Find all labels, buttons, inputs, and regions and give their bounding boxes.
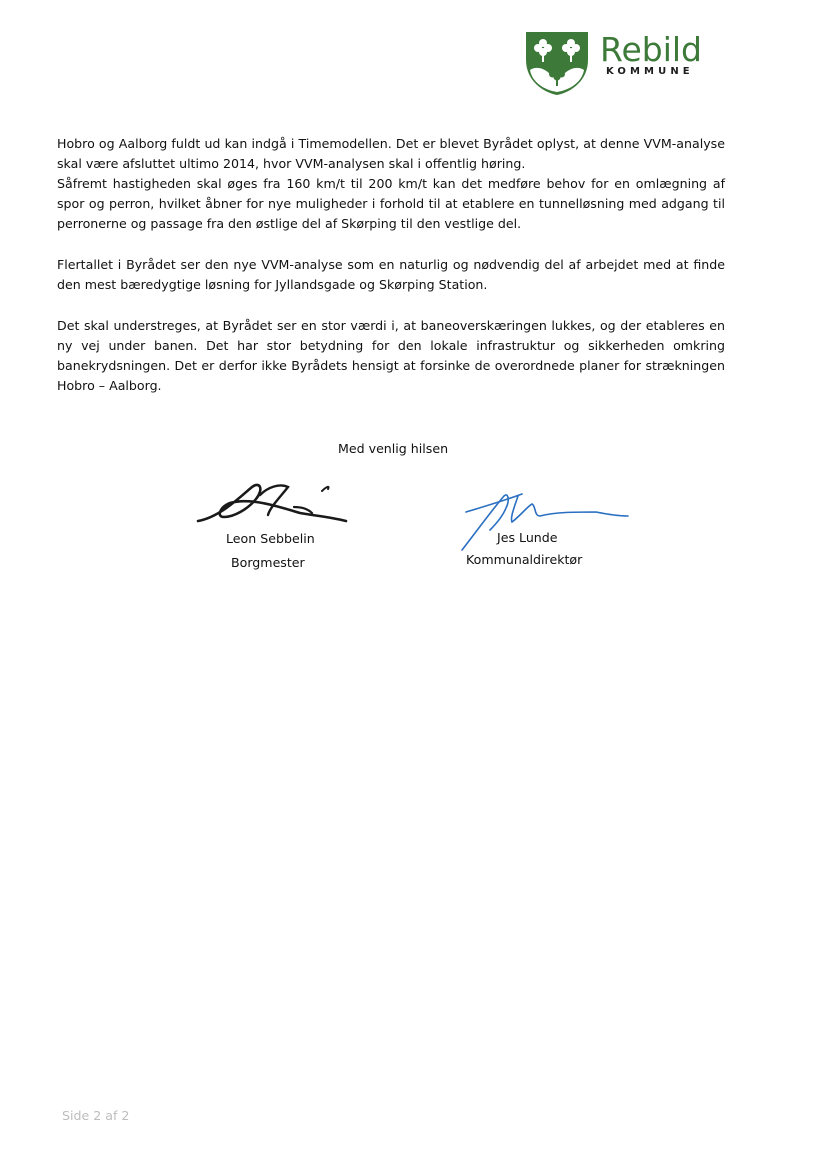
paragraph: Hobro og Aalborg fuldt ud kan indgå i Timemodellen. Det er blevet Byrådet oplyst, at denne VVM-analyse skal være afsluttet ultimo 2014, hvor VVM-analysen skal i offentlig høring. [57,136,725,171]
signer-name-right: Jes Lunde [497,530,558,545]
logo-wordmark: Rebild [600,30,702,69]
signer-title-right: Kommunaldirektør [466,552,583,567]
closing-phrase: Med venlig hilsen [338,441,449,456]
letter-body [57,134,725,396]
paragraph: Såfremt hastigheden skal øges fra 160 km/t til 200 km/t kan det medføre behov for en omlægning af spor og perron, hvilket åbner for nye muligheder i forhold til at etablere en tunnelløsning med adgang til perronerne og passage fra den østlige del af Skørping til den vestlige del. [57,176,725,231]
signature-left-icon [190,477,355,529]
paragraph: Flertallet i Byrådet ser den nye VVM-analyse som en naturlig og nødvendig del af arbejdet med at finde den mest bæredygtige løsning for Jyllandsgade og Skørping Station. [57,257,725,292]
logo-subtitle: KOMMUNE [606,66,694,77]
signer-name-left: Leon Sebbelin [226,531,315,546]
page-number-footer: Side 2 af 2 [62,1108,130,1123]
municipality-logo [524,30,714,96]
coat-of-arms-icon [524,30,590,96]
signer-title-left: Borgmester [231,555,305,570]
paragraph: Det skal understreges, at Byrådet ser en stor værdi i, at baneoverskæringen lukkes, og der etableres en ny vej under banen. Det har stor betydning for den lokale infrastruktur og sikkerheden omkring banekrydsningen. Det er derfor ikke Byrådets hensigt at forsinke de overordnede planer for strækningen Hobro – Aalborg. [57,318,725,393]
